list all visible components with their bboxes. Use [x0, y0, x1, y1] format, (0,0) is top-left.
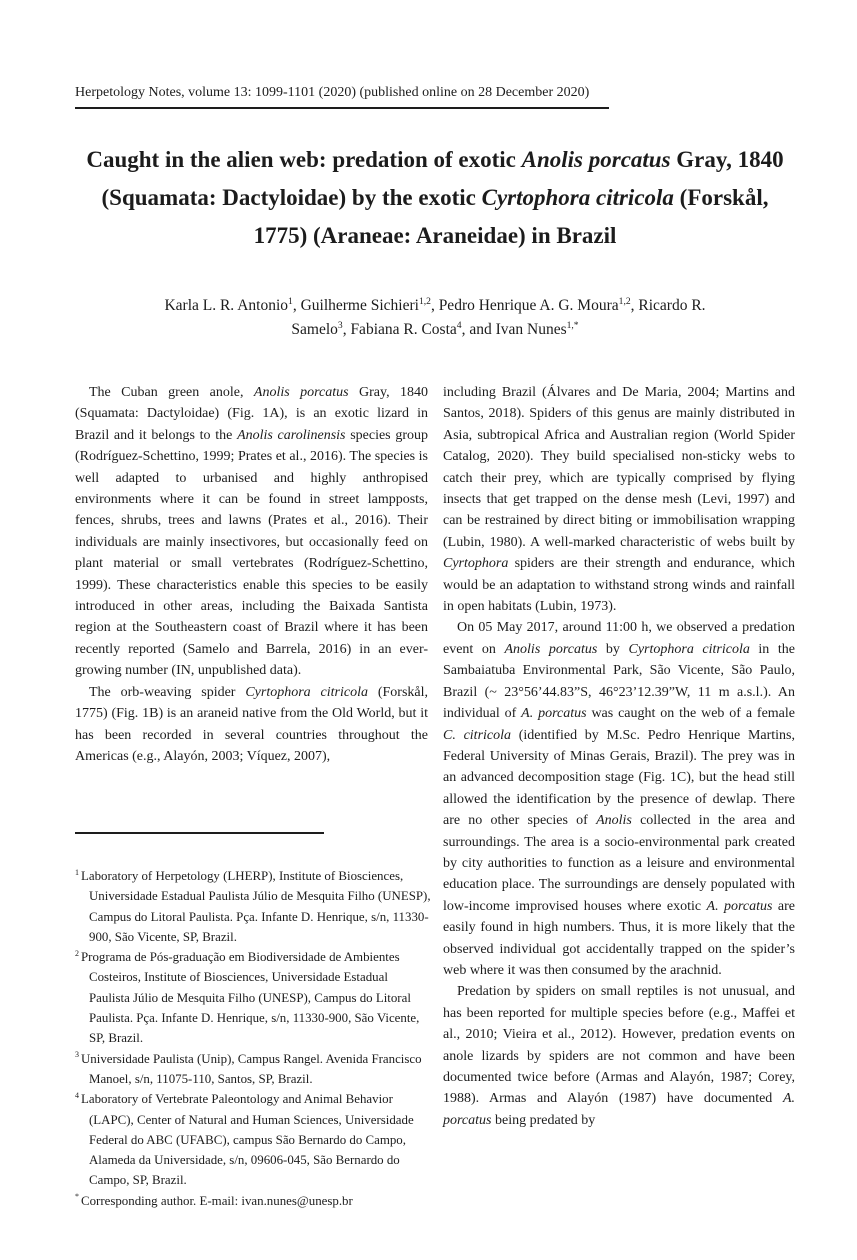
footnote-divider-rule — [75, 832, 324, 834]
footnote-affiliation-2 — [75, 947, 431, 1048]
footnote-text: Programa de Pós-graduação em Biodiversidade de Ambientes Costeiros, Institute of Biosciences, Universidade Estadual Paulista Júlio de Mesquita Filho (UNESP), Campus do Litoral Paulista. Pça. Infante D. Henrique, s/n, 11330-900, São Vicente, SP, Brazil. — [81, 950, 420, 1046]
paragraph-intro-spider: The orb-weaving spider Cyrtophora citricola (Forskål, 1775) (Fig. 1B) is an araneid native from the Old World, but it has been recorded in several countries throughout the Americas (e.g., Alayón, 2003; Víquez, 2007), — [75, 684, 428, 764]
footnote-affiliation-3 — [75, 1049, 431, 1090]
footnote-marker: 2 — [75, 948, 79, 958]
footnote-marker: 3 — [75, 1050, 79, 1060]
paragraph-spider-continued: including Brazil (Álvares and De Maria, 2004; Martins and Santos, 2018). Spiders of this genus are mainly distributed in Asia, subtropical Africa and Australian region (World Spider Catalog, 2020). They build specialised non-sticky webs to catch their prey, which are typically comprised by flying insects that get trapped on the dense mesh (Levi, 1997) and can be restrained by direct biting or immobilisation wrapping (Lubin, 1980). A well-marked characteristic of webs built by Cyrtophora spiders are their strength and endurance, which would be an adaptation to withstand strong winds and rainfall in open habitats (Lubin, 1973). — [443, 385, 795, 615]
footnote-text: Universidade Paulista (Unip), Campus Rangel. Avenida Francisco Manoel, s/n, 11075-110, Santos, SP, Brazil. — [81, 1051, 422, 1086]
paragraph-predation-event: On 05 May 2017, around 11:00 h, we observed a predation event on Anolis porcatus by Cyrtophora citricola in the Sambaiatuba Environmental Park, São Vicente, São Paulo, Brazil (~ 23°56’44.83”S, 46°23’12.39”W, 11 m a.s.l.). An individual of A. porcatus was caught on the web of a female C. citricola (identified by M.Sc. Pedro Henrique Martins, Federal University of Minas Gerais, Brazil). The prey was in an advanced decomposition stage (Fig. 1C), but the head still allowed the identification by the presence of dewlap. There are no other species of Anolis collected in the area and surroundings. The area is a socio-environmental park created by city authorities to function as a leisure and environmental education place. The surroundings are densely populated with low-income improvised houses where exotic A. porcatus are easily found in high numbers. Thus, it is more likely that the observed individual got accidentally trapped on the spider’s web where it was then consumed by the arachnid. — [443, 620, 795, 978]
footnote-text: Laboratory of Herpetology (LHERP), Institute of Biosciences, Universidade Estadual Paulista Júlio de Mesquita Filho (UNESP), Campus do Litoral Paulista. Pça. Infante D. Henrique, s/n, 11330-900, São Vicente, SP, Brazil. — [81, 869, 431, 944]
journal-header: Herpetology Notes, volume 13: 1099-1101 (2020) (published online on 28 December 2020) — [75, 84, 609, 109]
footnote-marker: 4 — [75, 1090, 79, 1100]
body-right-column — [443, 382, 795, 1131]
footnote-text: Corresponding author. E-mail: ivan.nunes@unesp.br — [81, 1193, 353, 1208]
footnotes-section — [75, 866, 431, 1211]
footnote-marker: 1 — [75, 867, 79, 877]
article-title: Caught in the alien web: predation of exotic Anolis porcatus Gray, 1840 (Squamata: Dactyloidae) by the exotic Cyrtophora citricola (Forskål, 1775) (Araneae: Araneidae) in Brazil — [86, 147, 784, 248]
authors-line: Karla L. R. Antonio$^1$, Guilherme Sichieri$^{1,2}$, Pedro Henrique A. G. Moura$^{1,2}$, Ricardo R. Samelo$^3$, Fabiana R. Costa$^4$, and Ivan Nunes$^{1,*}$ — [164, 295, 706, 338]
paragraph-intro-anole: The Cuban green anole, Anolis porcatus Gray, 1840 (Squamata: Dactyloidae) (Fig. 1A), is an exotic lizard in Brazil and it belongs to the Anolis carolinensis species group (Rodríguez-Schettino, 1999; Prates et al., 2016). The species is well adapted to urbanised and highly anthropised environments where it can be found in street lampposts, fences, shrubs, trees and lawns (Prates et al., 2016). Their individuals are mainly insectivores, but occasionally feed on plant material or small vertebrates (Rodríguez-Schettino, 1999). These characteristics enable this species to be easily introduced in other areas, including the Baixada Santista region at the Southeastern coast of Brazil where it has been recently reported (Samelo and Barrela, 2016) in an ever-growing number (IN, unpublished data). — [75, 385, 429, 679]
footnote-marker: * — [75, 1192, 79, 1202]
paragraph-discussion: Predation by spiders on small reptiles is not unusual, and has been reported for multiple species before (e.g., Maffei et al., 2010; Vieira et al., 2012). However, predation events on anole lizards by spiders are not common and have been documented twice before (Armas and Alayón, 1987; Corey, 1988). Armas and Alayón (1987) have documented A. porcatus being predated by — [443, 984, 795, 1128]
body-left-column — [75, 382, 428, 767]
footnote-corresponding-author — [75, 1191, 431, 1211]
footnote-text: Laboratory of Vertebrate Paleontology and Animal Behavior (LAPC), Center of Natural and Human Sciences, Universidade Federal do ABC (UFABC), campus São Bernardo do Campo, Alameda da Universidade, s/n, 09606-045, São Bernardo do Campo, SP, Brazil. — [81, 1092, 414, 1188]
footnote-affiliation-4 — [75, 1089, 431, 1190]
footnote-affiliation-1 — [75, 866, 431, 947]
